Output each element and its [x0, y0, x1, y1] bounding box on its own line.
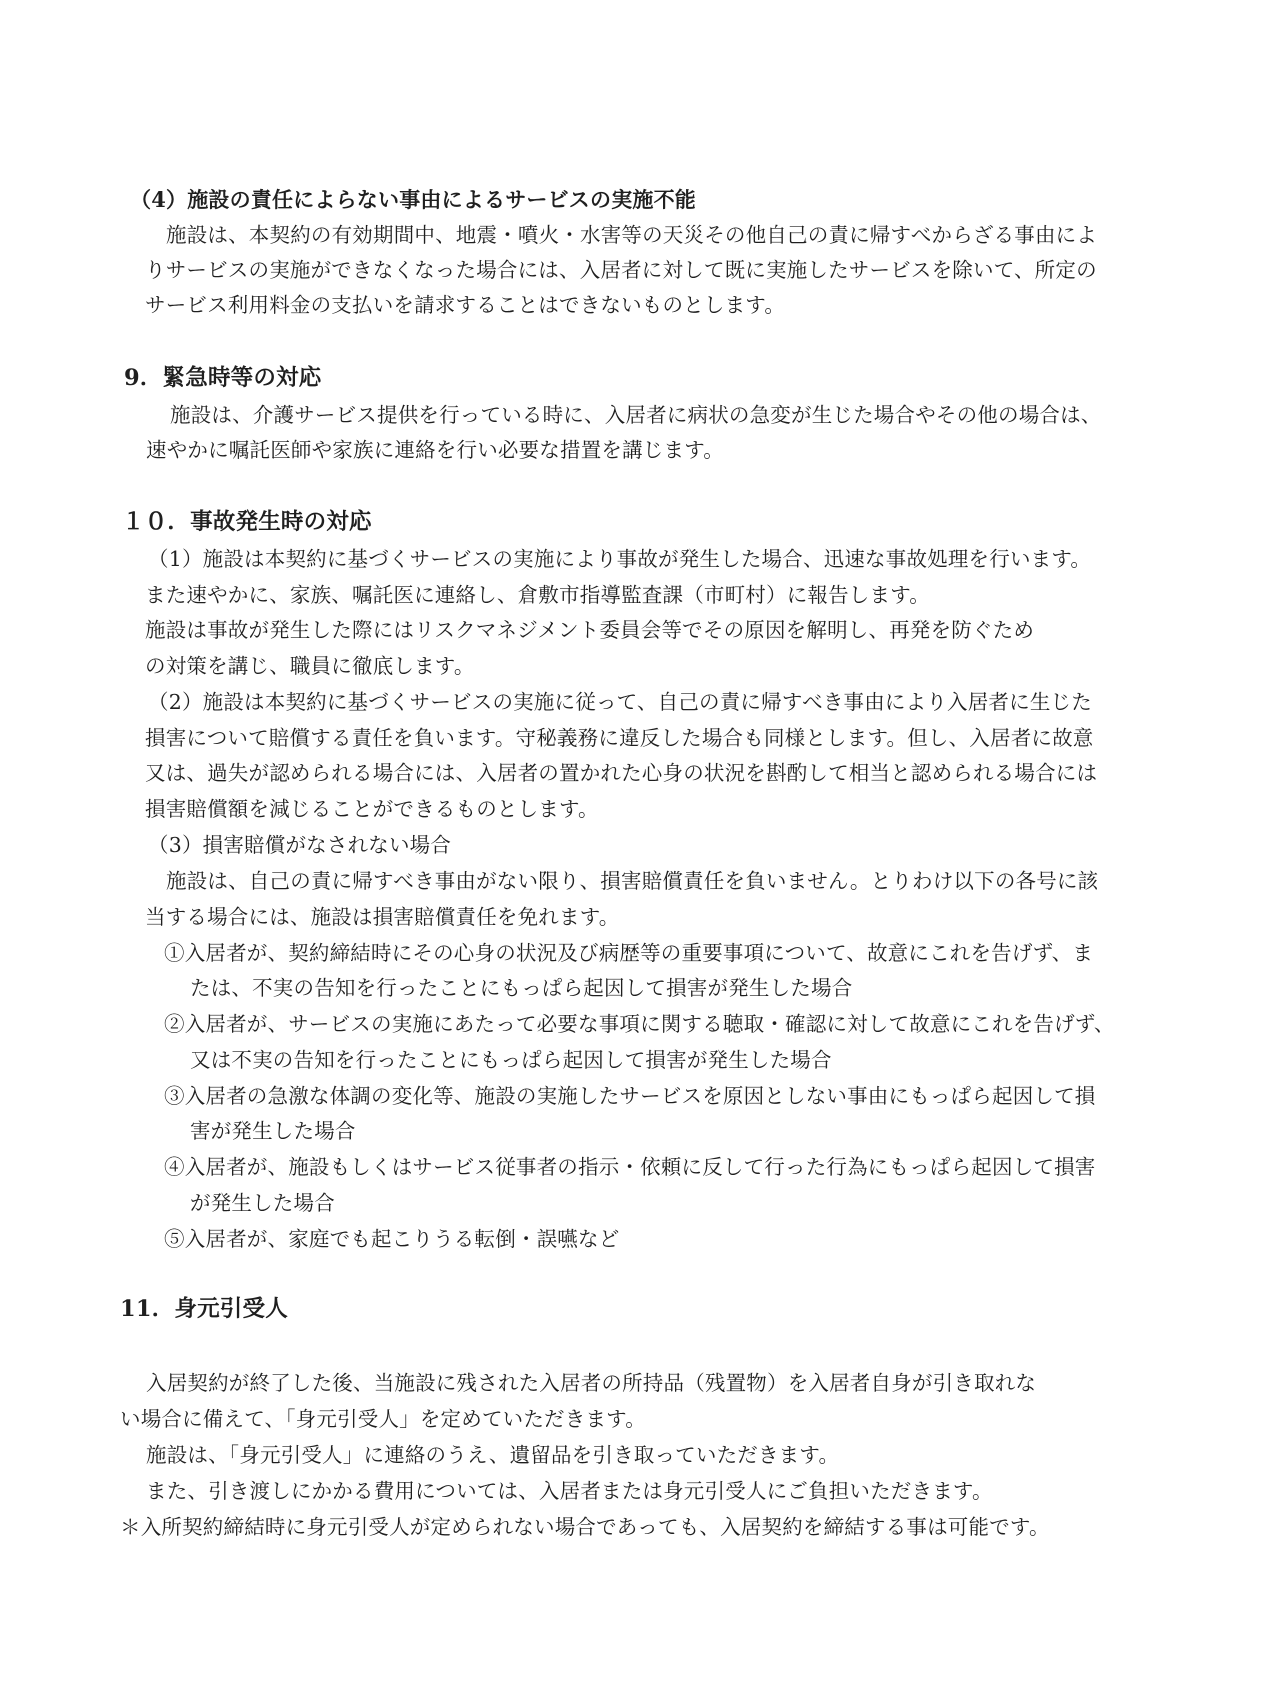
paragraph-line: 施設は、「身元引受人」に連絡のうえ、遺留品を引き取っていただきます。 [146, 1443, 840, 1467]
list-item-line: ④入居者が、施設もしくはサービス従事者の指示・依頼に反して行った行為にもっぱら起因して損害 [164, 1155, 1096, 1179]
list-item-line: ②入居者が、サービスの実施にあたって必要な事項に関する聴取・確認に対して故意にこれを告げず、 [164, 1012, 1115, 1036]
paragraph-line: また、引き渡しにかかる費用については、入居者または身元引受人にご負担いただきます。 [146, 1479, 993, 1503]
subsection-heading: （4）施設の責任によらない事由によるサービスの実施不能 [130, 187, 697, 212]
list-item-line: ③入居者の急激な体調の変化等、施設の実施したサービスを原因としない事由にもっぱら起因して損 [164, 1084, 1096, 1108]
list-item-line: たは、不実の告知を行ったことにもっぱら起因して損害が発生した場合 [190, 976, 853, 1000]
paragraph-line: サービス利用料金の支払いを請求することはできないものとします。 [145, 293, 786, 317]
paragraph-line: い場合に備えて、「身元引受人」を定めていただきます。 [120, 1407, 646, 1431]
section-heading: 11．身元引受人 [120, 1296, 288, 1322]
paragraph-line: の対策を講じ、職員に徹底します。 [145, 654, 475, 678]
list-item-line: ⑤入居者が、家庭でも起こりうる転倒・誤嚥など [164, 1227, 620, 1251]
paragraph-line: （2）施設は本契約に基づくサービスの実施に従って、自己の責に帰すべき事由により入居者に生じた [148, 690, 1092, 714]
list-item-line: が発生した場合 [190, 1191, 335, 1215]
paragraph-line: 入居契約が終了した後、当施設に残された入居者の所持品（残置物）を入居者自身が引き取れな [146, 1371, 1037, 1395]
list-item-line: 害が発生した場合 [190, 1119, 356, 1143]
paragraph-line: 損害賠償額を減じることができるものとします。 [145, 797, 599, 821]
section-heading: １０．事故発生時の対応 [122, 509, 372, 535]
list-item-line: 又は不実の告知を行ったことにもっぱら起因して損害が発生した場合 [190, 1048, 832, 1072]
paragraph-line: 施設は、自己の責に帰すべき事由がない限り、損害賠償責任を負いません。とりわけ以下の各号に該 [166, 869, 1099, 893]
paragraph-line: また速やかに、家族、嘱託医に連絡し、倉敷市指導監査課（市町村）に報告します。 [145, 583, 930, 607]
paragraph-line: 当する場合には、施設は損害賠償責任を免れます。 [145, 905, 620, 929]
section-heading: 9．緊急時等の対応 [124, 365, 322, 391]
paragraph-line: 又は、過失が認められる場合には、入居者の置かれた心身の状況を斟酌して相当と認められる場合には [145, 761, 1098, 785]
paragraph-line: 施設は、本契約の有効期間中、地震・噴火・水害等の天災その他自己の責に帰すべからざる事由によ [166, 223, 1098, 247]
paragraph-line: 損害について賠償する責任を負います。守秘義務に違反した場合も同様とします。但し、入居者に故意 [145, 726, 1094, 750]
list-item-line: ①入居者が、契約締結時にその心身の状況及び病歴等の重要事項について、故意にこれを告げず、ま [164, 941, 1094, 965]
note-line: ＊入所契約締結時に身元引受人が定められない場合であっても、入居契約を締結する事は可能です。 [120, 1515, 1050, 1539]
paragraph-line: 施設は事故が発生した際にはリスクマネジメント委員会等でその原因を解明し、再発を防ぐため [145, 618, 1035, 642]
paragraph-line: りサービスの実施ができなくなった場合には、入居者に対して既に実施したサービスを除いて、所定の [145, 258, 1097, 282]
paragraph-line: （3）損害賠償がなされない場合 [148, 833, 452, 857]
paragraph-line: （1）施設は本契約に基づくサービスの実施により事故が発生した場合、迅速な事故処理を行います。 [148, 547, 1092, 571]
paragraph-line: 速やかに嘱託医師や家族に連絡を行い必要な措置を講じます。 [146, 438, 724, 462]
paragraph-line: 施設は、介護サービス提供を行っている時に、入居者に病状の急変が生じた場合やその他の場合は、 [170, 403, 1102, 427]
